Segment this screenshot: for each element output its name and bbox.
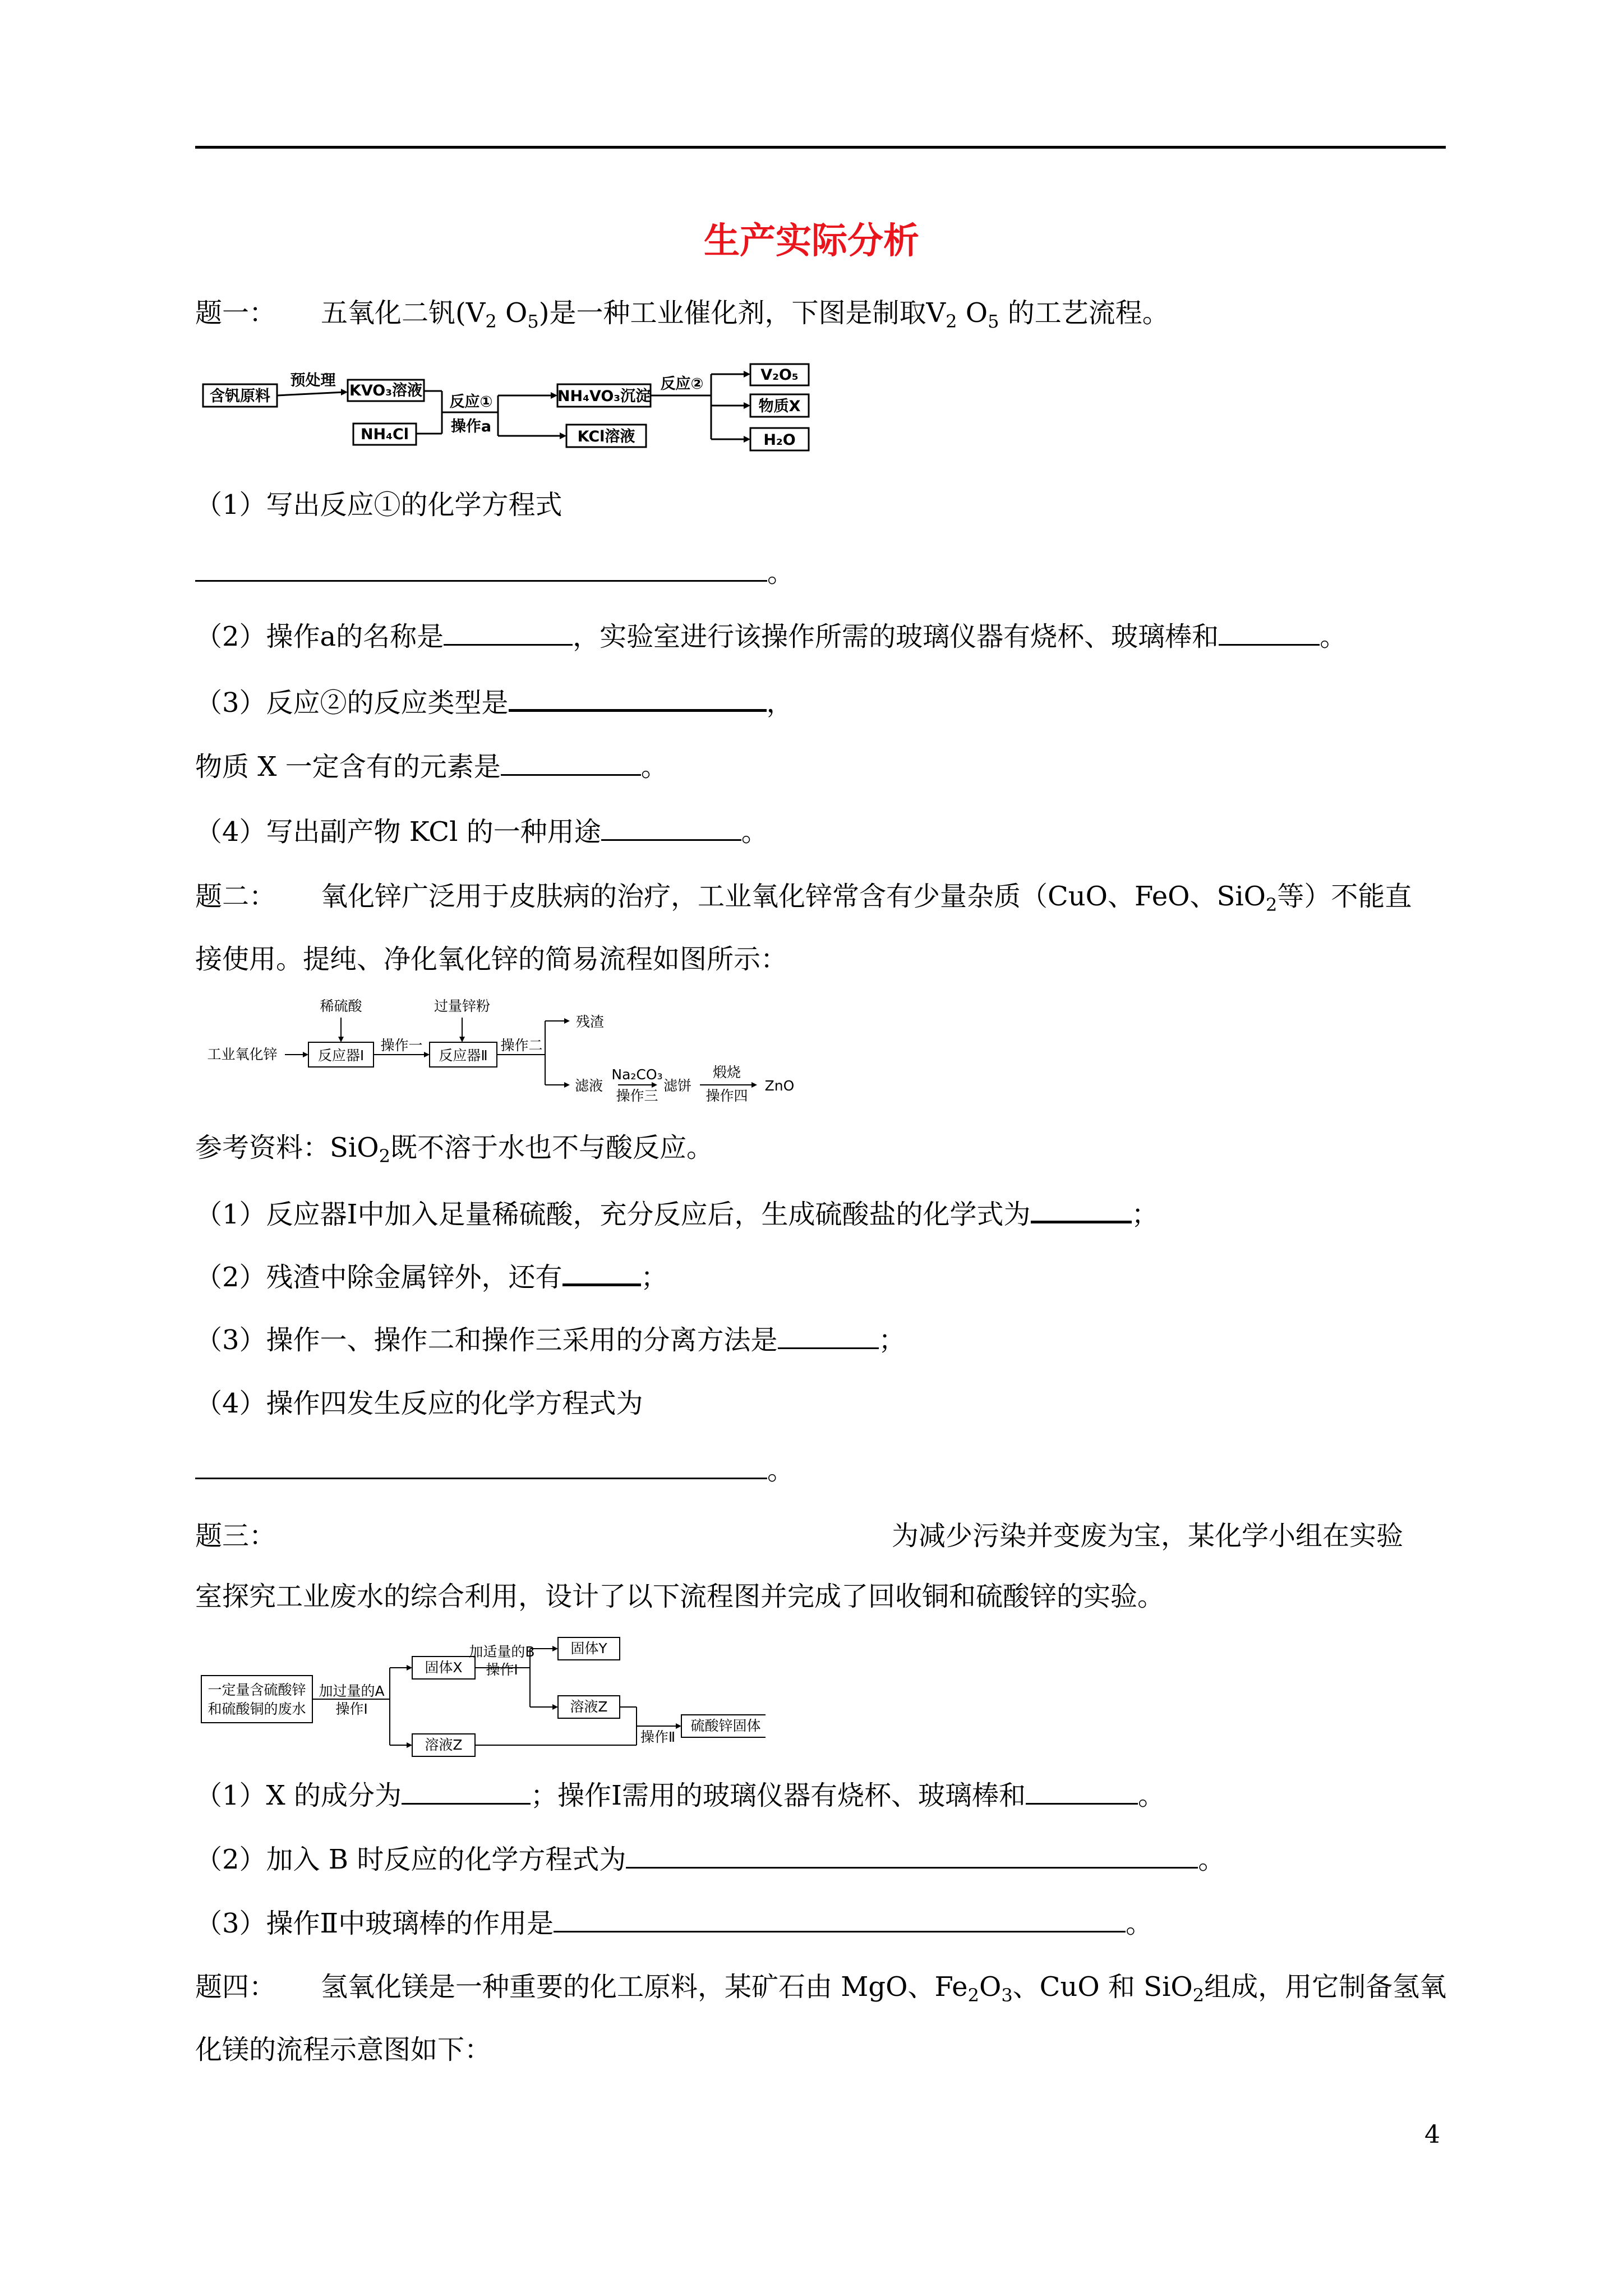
- q2-label-op1: 操作一: [380, 1037, 423, 1053]
- answer-blank[interactable]: [1026, 1778, 1138, 1805]
- q2-p1: [195, 1196, 1159, 1231]
- q3-label-opI2: 操作Ⅰ: [486, 1662, 518, 1678]
- q2-p1-text: （1）反应器Ⅰ中加入足量稀硫酸，充分反应后，生成硫酸盐的化学式为: [195, 1199, 1031, 1230]
- q3-node-waste1: 一定量含硫酸锌: [208, 1682, 306, 1698]
- q1-node-nh4vo3: NH₄VO₃沉淀: [557, 388, 651, 405]
- q1-node-x: 物质X: [758, 398, 801, 415]
- q4-label: 题四：: [195, 1971, 276, 2003]
- q1-p2-text: （2）操作a的名称是: [195, 621, 444, 652]
- q2-node-cake: 滤饼: [663, 1078, 692, 1094]
- q1-node-h2o: H₂O: [763, 431, 796, 449]
- q2-p2: [195, 1259, 668, 1294]
- q3-node-solidY: 固体Y: [570, 1640, 607, 1657]
- q2-label-op2: 操作二: [500, 1037, 543, 1053]
- q4-stem2: [195, 2033, 491, 2067]
- q2-node-residue: 残渣: [575, 1014, 605, 1030]
- q2-p4: [195, 1387, 643, 1420]
- q3-label-opII: 操作Ⅱ: [640, 1729, 676, 1745]
- q2-label: 题二：: [195, 881, 276, 912]
- q2-label-na2co3: Na₂CO₃: [611, 1066, 663, 1083]
- q2-p4-end: 。: [767, 1455, 795, 1486]
- answer-blank[interactable]: [444, 619, 573, 646]
- answer-blank[interactable]: [509, 684, 767, 712]
- q1-p3-text: （3）反应②的反应类型是: [195, 687, 509, 719]
- q2-ref: [195, 1131, 713, 1173]
- q3-p2-text: （2）加入 B 时反应的化学方程式为: [195, 1844, 626, 1875]
- answer-blank[interactable]: [562, 1259, 641, 1286]
- q3-stem2: [195, 1580, 1164, 1613]
- q2-node-filtrate: 滤液: [574, 1078, 603, 1094]
- q1-stem-text: O: [957, 297, 988, 329]
- q4-stem-text: 化镁的流程示意图如下：: [195, 2034, 492, 2065]
- q2-stem1: [195, 880, 1412, 922]
- q1-stem-text: 的工艺流程。: [999, 297, 1169, 329]
- answer-blank[interactable]: [601, 815, 741, 841]
- q1-p3c-text: 。: [640, 751, 668, 783]
- q3-node-waste2: 和硫酸铜的废水: [208, 1701, 306, 1717]
- q3-label-opI: 操作Ⅰ: [335, 1701, 368, 1717]
- q2-label-op3: 操作三: [616, 1088, 658, 1104]
- q2-p2-text: ；: [640, 1262, 668, 1293]
- q2-stem-text: 接使用。提纯、净化氧化锌的简易流程如图所示：: [195, 944, 788, 975]
- q1-p2-text: ，实验室进行该操作所需的玻璃仪器有烧杯、玻璃棒和: [573, 621, 1219, 652]
- q2-p4-answer: [195, 1453, 794, 1487]
- q2-p1-text: ；: [1131, 1199, 1159, 1230]
- q2-p2-text: （2）残渣中除金属锌外，还有: [195, 1262, 562, 1293]
- q1-sub: 2: [485, 311, 497, 332]
- q1-p3c: [195, 749, 668, 784]
- q2-label-op4: 操作四: [706, 1088, 748, 1104]
- answer-blank[interactable]: [554, 1906, 1126, 1932]
- q3-p1: [195, 1778, 1165, 1812]
- q1-label: 题一：: [195, 297, 276, 329]
- q3-p2: [195, 1842, 1225, 1876]
- q1-stem-text: )是一种工业催化剂，下图是制取V: [538, 297, 946, 329]
- q2-node-r2: 反应器Ⅱ: [439, 1047, 488, 1064]
- page-title: 生产实际分析: [704, 220, 919, 262]
- q3-p1-text: （1）X 的成分为: [195, 1780, 402, 1811]
- page-number: 4: [1424, 2120, 1440, 2149]
- q1-label-react2: 反应②: [660, 375, 704, 393]
- answer-blank[interactable]: [626, 1842, 1198, 1869]
- q1-node-kcl: KCl溶液: [577, 428, 635, 445]
- q2-ref-text: 参考资料：SiO: [195, 1132, 379, 1163]
- q4-stem-text: 氢氧化镁是一种重要的化工原料，某矿石由 MgO、Fe: [321, 1971, 968, 2003]
- q2-ref-text: 既不溶于水也不与酸反应。: [390, 1132, 713, 1163]
- q1-p2: [195, 619, 1347, 654]
- q1-p3c-text: 物质 X 一定含有的元素是: [195, 751, 501, 783]
- q2-node-r1: 反应器Ⅰ: [317, 1047, 365, 1064]
- q1-p4-text: 。: [741, 816, 768, 848]
- q2-node-zno: ZnO: [764, 1078, 795, 1094]
- q4-stem-text: 、CuO 和 SiO: [1012, 1971, 1193, 2003]
- q1-p4: [195, 815, 768, 849]
- q2-label-calc: 煅烧: [712, 1064, 741, 1080]
- q3-node-solZ2: 溶液Z: [425, 1737, 463, 1753]
- q2-sub: 2: [379, 1145, 390, 1167]
- q3-p3-text: 。: [1126, 1908, 1153, 1939]
- q1-p4-text: （4）写出副产物 KCl 的一种用途: [195, 816, 601, 848]
- q1-node-v2o5: V₂O₅: [760, 366, 799, 384]
- answer-blank[interactable]: [402, 1778, 531, 1805]
- q1-stem-text: O: [496, 297, 528, 329]
- q3-p3-text: （3）操作Ⅱ中玻璃棒的作用是: [195, 1908, 554, 1939]
- q2-stem-text: 氧化锌广泛用于皮肤病的治疗，工业氧化锌常含有少量杂质（CuO、FeO、SiO: [321, 881, 1266, 912]
- q3-flowchart: [199, 1635, 766, 1759]
- q1-p1-text: （1）写出反应①的化学方程式: [195, 489, 562, 521]
- q3-node-solidX: 固体X: [425, 1659, 463, 1676]
- answer-blank[interactable]: [195, 1453, 767, 1479]
- answer-blank[interactable]: [195, 555, 767, 582]
- q1-p1-answer: [195, 555, 794, 590]
- q3-label-line: [195, 1519, 276, 1553]
- q2-p3: [195, 1323, 906, 1357]
- q3-p3: [195, 1906, 1152, 1940]
- q2-flowchart: [202, 997, 824, 1110]
- q4-sub: 2: [1192, 1985, 1205, 2006]
- q1-label-pre: 预处理: [290, 372, 336, 389]
- q3-node-solZ1: 溶液Z: [570, 1699, 608, 1715]
- q1-flowchart: [201, 362, 823, 460]
- answer-blank[interactable]: [1031, 1196, 1132, 1223]
- q1-node-kvo3: KVO₃溶液: [349, 382, 423, 399]
- q1-p1-end: 。: [767, 557, 795, 588]
- q2-label-zn: 过量锌粉: [434, 998, 491, 1014]
- q3-node-znso4: 硫酸锌固体: [690, 1718, 761, 1734]
- q4-stem-text: O: [979, 1971, 1002, 2003]
- q1-p3: [195, 684, 794, 720]
- q1-p2-text: 。: [1320, 621, 1347, 652]
- q2-stem-text: 等）不能直: [1277, 881, 1412, 912]
- q1-sub: 2: [946, 311, 957, 332]
- answer-blank[interactable]: [778, 1323, 879, 1349]
- q1-label-opa: 操作a: [450, 418, 492, 435]
- q1-p3-text: ，: [766, 687, 794, 719]
- q2-p4-text: （4）操作四发生反应的化学方程式为: [195, 1388, 643, 1419]
- q1-label-react1: 反应①: [449, 393, 493, 411]
- q3-stem-text: 室探究工业废水的综合利用，设计了以下流程图并完成了回收铜和硫酸锌的实验。: [195, 1581, 1165, 1612]
- q3-p1-text: ；操作Ⅰ需用的玻璃仪器有烧杯、玻璃棒和: [530, 1780, 1026, 1811]
- q3-label-addA: 加过量的A: [319, 1683, 385, 1699]
- q2-label-acid: 稀硫酸: [320, 998, 362, 1014]
- answer-blank[interactable]: [1219, 619, 1320, 646]
- q2-p3-text: （3）操作一、操作二和操作三采用的分离方法是: [195, 1324, 778, 1356]
- q4-stem1: [195, 1970, 1446, 2012]
- q1-stem-text: 五氧化二钒(V: [321, 297, 486, 329]
- q1-node-nh4cl: NH₄Cl: [360, 426, 409, 443]
- q3-label-addB: 加适量的B: [469, 1644, 535, 1660]
- q3-stem-text: 为减少污染并变废为宝，某化学小组在实验: [892, 1520, 1404, 1552]
- q4-stem-text: 组成，用它制备氢氧: [1204, 1971, 1447, 2003]
- q1-node-raw: 含钒原料: [210, 388, 270, 405]
- q4-sub: 2: [967, 1985, 979, 2006]
- q1-stem: [195, 296, 1169, 338]
- q4-sub: 3: [1001, 1985, 1013, 2006]
- q2-node-raw: 工业氧化锌: [207, 1046, 278, 1062]
- q1-sub: 5: [527, 311, 539, 332]
- q3-label: 题三：: [195, 1520, 276, 1552]
- q2-stem2: [195, 942, 787, 976]
- q3-stem1: [892, 1519, 1403, 1553]
- answer-blank[interactable]: [501, 749, 641, 776]
- q2-sub: 2: [1266, 894, 1278, 915]
- q3-p2-text: 。: [1198, 1844, 1225, 1875]
- q2-p3-text: ；: [878, 1324, 906, 1356]
- q1-p1: [195, 488, 562, 522]
- q1-sub: 5: [988, 311, 999, 332]
- header-rule: [195, 146, 1446, 149]
- q3-p1-text: 。: [1137, 1780, 1165, 1811]
